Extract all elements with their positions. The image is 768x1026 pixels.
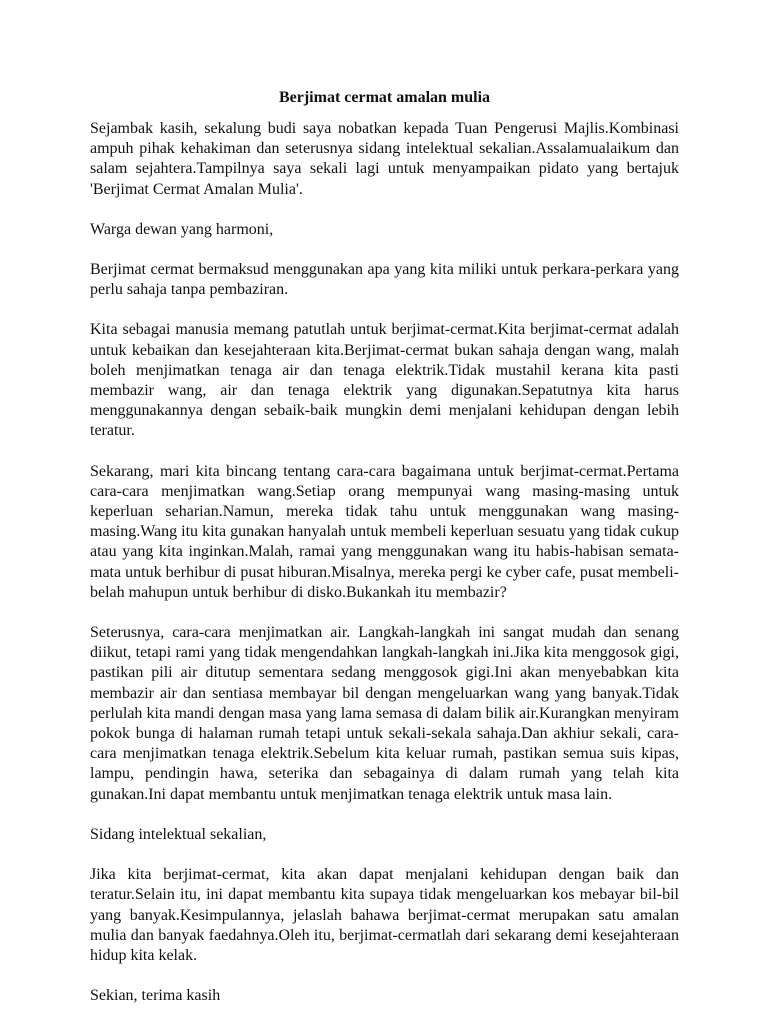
paragraph-conclusion: Jika kita berjimat-cermat, kita akan dapat menjalani kehidupan dengan baik dan teratur.Selain itu, ini dapat membantu kita supaya tidak mengeluarkan kos mebayar bil-bil yang banyak.Kesimpulannya, jelaslah bahawa berjimat-cermat merupakan satu amalan mulia dan banyak faedahnya.Oleh itu, berjimat-cermatlah dari sekarang demi kesejahteraan hidup kita kelak. <box>90 866 679 964</box>
paragraph-salutation-1: Warga dewan yang harmoni, <box>90 220 274 238</box>
paragraph-importance: Kita sebagai manusia memang patutlah untuk berjimat-cermat.Kita berjimat-cermat adalah untuk kebaikan dan kesejahteraan kita.Berjimat-cermat bukan sahaja dengan wang, malah boleh menjimatkan tenaga air dan tenaga elektrik.Tidak mustahil kerana kita pasti membazir wang, air dan tenaga elektrik yang digunakan.Sepatutnya kita harus menggunakannya dengan sebaik-baik mungkin demi menjalani kehidupan dengan lebih teratur. <box>90 321 679 440</box>
paragraph-salutation-2: Sidang intelektual sekalian, <box>90 825 267 843</box>
document-page <box>90 88 679 1026</box>
paragraph-greeting: Sejambak kasih, sekalung budi saya nobatkan kepada Tuan Pengerusi Majlis.Kombinasi ampuh pihak kehakiman dan seterusnya sidang intelektual sekalian.Assalamualaikum dan salam sejahtera.Tampilnya saya sekali lagi untuk menyampaikan pidato yang bertajuk 'Berjimat Cermat Amalan Mulia'. <box>90 120 679 198</box>
paragraph-definition: Berjimat cermat bermaksud menggunakan apa yang kita miliki untuk perkara-perkara yang perlu sahaja tanpa pembaziran. <box>90 261 679 299</box>
paragraph-saving-water-electricity: Seterusnya, cara-cara menjimatkan air. Langkah-langkah ini sangat mudah dan senang diikut, tetapi rami yang tidak mengendahkan langkah-langkah ini.Jika kita menggosok gigi, pastikan pili air ditutup sementara sedang menggosok gigi.Ini akan menyebabkan kita membazir air dan sentiasa membayar bil dengan mengeluarkan wang yang banyak.Tidak perlulah kita mandi dengan masa yang lama semasa di dalam bilik air.Kurangkan menyiram pokok bunga di halaman rumah tetapi untuk sekali-sekala sahaja.Dan akhiur sekali, cara-cara menjimatkan tenaga elektrik.Sebelum kita keluar rumah, pastikan semua suis kipas, lampu, pendingin hawa, seterika dan sebagainya di dalam rumah yang telah kita gunakan.Ini dapat membantu untuk menjimatkan tenaga elektrik untuk masa lain. <box>90 624 679 803</box>
paragraph-saving-money: Sekarang, mari kita bincang tentang cara-cara bagaimana untuk berjimat-cermat.Pertama cara-cara menjimatkan wang.Setiap orang mempunyai wang masing-masing untuk keperluan seharian.Namun, mereka tidak tahu untuk menggunakan wang masing-masing.Wang itu kita gunakan hanyalah untuk membeli keperluan sesuatu yang tidak cukup atau yang kita inginkan.Malah, ramai yang menggunakan wang itu habis-habisan semata-mata untuk berhibur di pusat hiburan.Misalnya, mereka pergi ke cyber cafe, pusat membeli-belah mahupun untuk berhibur di disko.Bukankah itu membazir? <box>90 462 679 601</box>
paragraph-closing: Sekian, terima kasih <box>90 987 221 1005</box>
document-title: Berjimat cermat amalan mulia <box>278 89 491 106</box>
